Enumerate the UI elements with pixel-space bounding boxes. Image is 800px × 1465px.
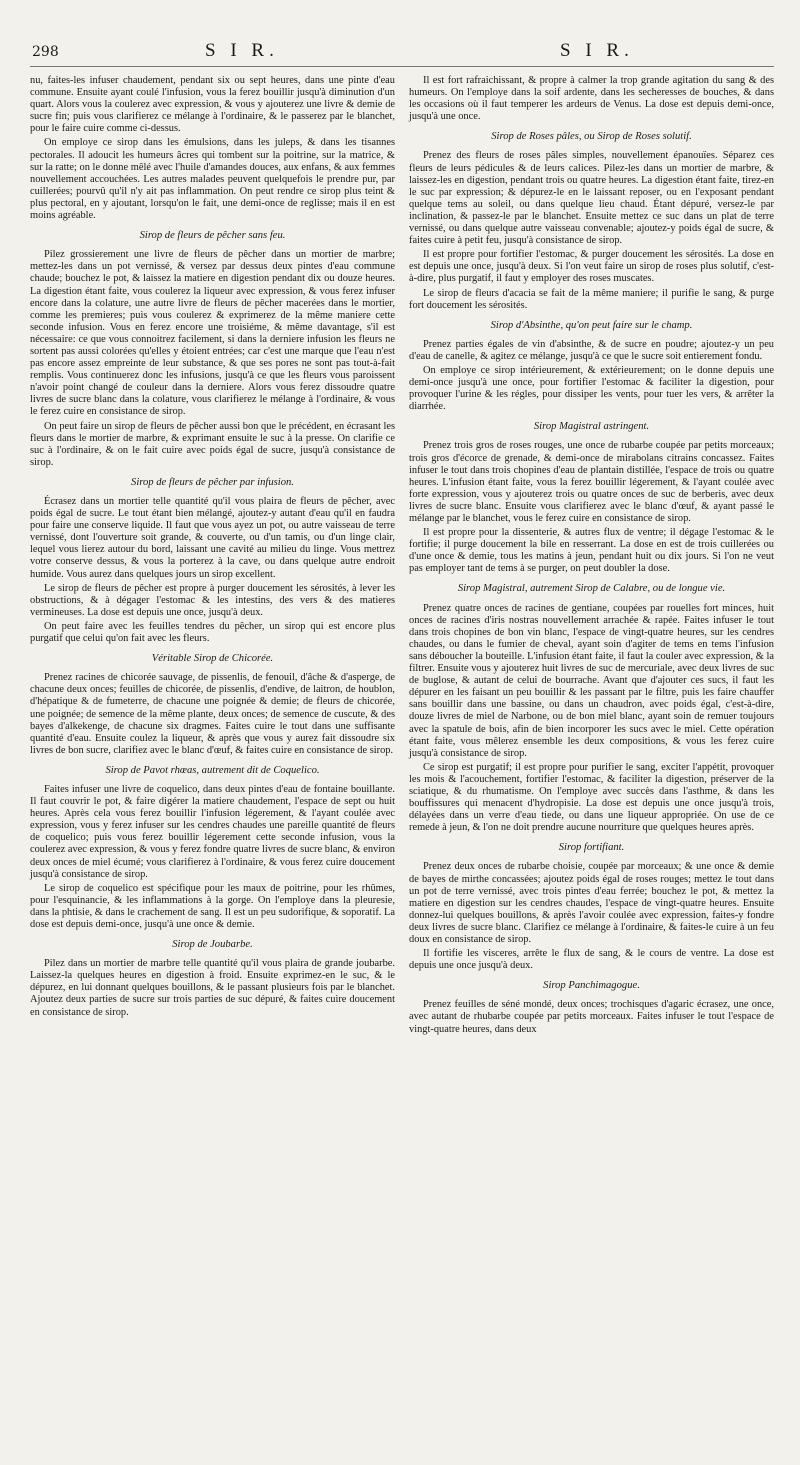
recipe-heading: Sirop Panchimagogue. (543, 980, 640, 992)
recipe-heading: Sirop Magistral, autrement Sirop de Calabre, ou de longue vie. (457, 583, 726, 595)
paragraph: nu, faites-les infuser chaudement, pendant six ou sept heures, dans une pinte d'eau commune. Ensuite ayant coulé l'infusion, vous la ferez bouillir jusqu'à diminution d'un quart. Alors vous la coulerez avec expression, & vous y ajouterez une livre & demie de sucre fin; puis vous clarifierez ce mélange à l'ordinaire, & le passerez par le blanchet, pour le faire cuire comme ci-dessus. (30, 75, 395, 135)
running-title-right: S I R. (560, 40, 634, 61)
paragraph: Prenez parties égales de vin d'absinthe, & de sucre en poudre; ajoutez-y un peu d'eau de canelle, & agitez ce mélange, jusqu'à ce que le sucre soit entierement fondu. (409, 338, 774, 362)
paragraph: Prenez des fleurs de roses pâles simples, nouvellement épanouïes. Séparez ces fleurs de leurs pédicules & de leurs calices. Pilez-les dans un mortier de marbre, & laissez-les en digestion, pendant trois ou quatre heures. La digestion étant faite, tirez-en le suc par expression; & dépurez-le en le laissant reposer, ou en l'exposant pendant quelque tems au soleil, ou dans quelque lieu chaud. Étant dépuré, versez-le par inclination, & passez-le par le blanchet. Ensuite mettez ce suc dans un plat de terre vernissé, ou dans quelque autre vaisseau convenable; ajoutez-y poids égal de sucre, & faites cuire à petit feu, jusqu'à consistance de sirop. (409, 150, 774, 247)
recipe-heading: Sirop de fleurs de pêcher par infusion. (131, 476, 294, 488)
paragraph: Prenez quatre onces de racines de gentiane, coupées par rouelles fort minces, huit onces de racines d'iris nostras nouvellement arrachée & rapée. Faites infuser le tout dans trois chopines de bon vin blanc, l'espace de vingt-quatre heures, sur les cendres chaudes, ou dans le fumier de cheval, ayant soin d'agiter de tems en tems l'infusion sans déboucher la bouteille. L'infusion étant faite, il faut la couler avec expression, & la filtrer. Ensuite vous y ajouterez huit livres de suc de mercuriale, avec deux livres de suc de buglose, & autant de celui de bourrache. Avant que d'ajouter ces sucs, il faut les dépurer en les faisant un peu bouillir & les passant par le filtre, puis les faire chauffer sans bouillir dans une bassine, ou dans un chaudron, avec poids égal, c'est-à-dire, douze livres de miel de Narbone, ou de bon miel blanc, ayant soin de remuer toujours avec la spatule de bois, afin de bien incorporer les sucs avec le miel. Cette opération étant faite, vous mêlerez ensemble les deux compositions, & vous les ferez cuire jusqu'à consistance de sirop. (409, 602, 774, 759)
paragraph: Pilez grossierement une livre de fleurs de pêcher dans un mortier de marbre; mettez-les dans un pot vernissé, & versez par dessus deux pintes d'eau commune chaude; bouchez le pot, & laissez la matiere en digestion pendant dix ou douze heures. La digestion étant faite, vous coulerez la liqueur avec expression, & vous ferez infuser encore dans la colature, une autre livre de fleurs de pêcher macerées dans le mortier, comme les premieres; puis vous coulerez & exprimerez de la même maniere cette seconde infusion. Vous en ferez encore une troisiéme, & même davantage, s'il est nécessaire: ce que vous connoitrez facilement, si dans la derniere infusion les fleurs ne sortent pas aussi colorées qu'elles y étoient entrées; car c'est une marque que l'eau n'est pas encore assez empreinte de leur substance, & que ses pores ne sont pas tout-à-fait remplis. Vous continuerez donc les infusions, jusqu'à ce que les fleurs vous paroissent n'avoir point changé de couleur dans la derniere. Alors vous ferez dissoudre quatre livres de sucre blanc dans la colature, vous clarifierez le mélange à l'ordinaire, & vous le ferez cuire en consistance de sirop. (30, 249, 395, 418)
running-header (30, 38, 774, 67)
paragraph: Prenez racines de chicorée sauvage, de pissenlis, de fenouil, d'âche & d'asperge, de chacune deux onces; feuilles de chicorée, de pissenlis, d'endive, de laitron, de houblon, d'hépatique & de fumeterre, de chacune une poignée & demie; de fleurs de chicorée, une poignée; de semence de la même plante, deux onces; de semence de cuscute, & des bayes d'alkekenge, de chacune six dragmes. Faites cuire le tout dans une suffisante quantité d'eau. Ensuite coulez la liqueur, & après que vous y aurez fait dissoudre six livres de bon sucre, clarifiez avec le blanc d'œuf, & faites cuire en consistance de sirop. (30, 672, 395, 756)
paragraph: Le sirop de fleurs de pêcher est propre à purger doucement les sérosités, à lever les obstructions, & à dégager l'estomac & les intestins, des vers & des matieres vermineuses. La dose est depuis une once, jusqu'à deux. (30, 582, 395, 618)
two-column-body (30, 75, 774, 1038)
paragraph: Le sirop de coquelico est spécifique pour les maux de poitrine, pour les rhûmes, pour l'esquinancie, & les inflammations à la gorge. On l'employe dans la pleuresie, dans la phtisie, & dans le crachement de sang. Il est un peu sudorifique, & soporatif. La dose est depuis demi-once, jusqu'à une once & demie. (30, 882, 395, 930)
right-column (409, 75, 774, 1038)
running-title-left: S I R. (205, 40, 279, 61)
recipe-heading: Sirop de Pavot rhœas, autrement dit de Coquelico. (105, 764, 320, 776)
paragraph: On peut faire avec les feuilles tendres du pêcher, un sirop qui est encore plus purgatif que celui qu'on fait avec les fleurs. (30, 620, 395, 645)
recipe-heading: Sirop fortifiant. (558, 842, 625, 854)
paragraph: Prenez deux onces de rubarbe choisie, coupée par morceaux; & une once & demie de bayes de mirthe concassées; ajoutez poids égal de roses rouges; mettez le tout dans un pot de terre vernissé, avec trois pintes d'eau ferrée; bouchez le pot, & mettez la matiere en digestion sur les cendres chaudes, l'espace de vingt-quatre heures. Ensuite donnez-lui quelques bouillons, & après l'avoir coulée avec expression, faites-y fondre deux livres de sucre blanc. Clarifiez ce mélange à l'ordinaire, & faites-le cuire à un feu doux en consistance de sirop. (409, 861, 774, 945)
paragraph: Il est propre pour la dissenterie, & autres flux de ventre; il dégage l'estomac & le fortifie; il purge doucement la bile en resserrant. La dose en est de trois cuillerées ou d'une once & demie, tous les matins à jeun, pendant huit ou dix jours. Si l'on ne veut pas employer tant de tems à se purger, on peut doubler la dose. (409, 527, 774, 575)
paragraph: On peut faire un sirop de fleurs de pêcher aussi bon que le précédent, en écrasant les fleurs dans le mortier de marbre, & exprimant ensuite le suc à la presse. On clarifie ce suc à l'ordinaire, & on le fait cuire avec poids égal de sucre, jusqu'à consistance de sirop. (30, 420, 395, 468)
paragraph: Pilez dans un mortier de marbre telle quantité qu'il vous plaira de grande joubarbe. Laissez-la quelques heures en digestion à froid. Ensuite exprimez-en le suc, & le dépurez, en lui donnant quelques bouillons, & le passant plusieurs fois par le blanchet. Ajoutez deux parties de sucre sur trois parties de suc dépuré, & faites cuire doucement en consistance de sirop. (30, 958, 395, 1018)
recipe-heading: Sirop Magistral astringent. (533, 421, 650, 433)
recipe-heading: Sirop de Joubarbe. (172, 939, 253, 951)
paragraph: Le sirop de fleurs d'acacia se fait de la même maniere; il purifie le sang, & purge fort doucement les sérosités. (409, 287, 774, 311)
paragraph: Il fortifie les visceres, arrête le flux de sang, & le cours de ventre. La dose est depuis une once jusqu'à deux. (409, 948, 774, 972)
left-column (30, 75, 395, 1038)
paragraph: On employe ce sirop dans les émulsions, dans les juleps, & dans les tisannes pectorales. Il adoucit les humeurs âcres qui tombent sur la poitrine, sur la matrice, & sur la ratte; on le donne mêlé avec l'huile d'amandes douces, aux enfans, & aux femmes nouvellement accouchées. Les autres malades peuvent quelquefois le prendre pur, par cuillerées; pourvû qu'il n'y ait pas inflammation. On peut rendre ce sirop plus teint & plus pectoral, en y ajoutant, lorsqu'on le fait, une demi-once de reglisse; mais il en est moins agréable. (30, 137, 395, 222)
paragraph: Prenez feuilles de séné mondé, deux onces; trochisques d'agaric écrasez, une once, avec autant de rhubarbe coupée par petits morceaux. Faites infuser le tout l'espace de vingt-quatre heures, dans deux (409, 999, 774, 1035)
paragraph: Ce sirop est purgatif; il est propre pour purifier le sang, exciter l'appétit, provoquer les mois & l'acouchement, fortifier l'estomac, & faciliter la digestion, préserver de la sciatique, & du rhumatisme. On l'employe avec succès dans l'asthme, & dans les bouffissures qui menacent d'hydropisie. La dose est depuis une once jusqu'à trois, délayées dans un verre d'eau tiede, ou dans une liqueur appropriée. On use de ce remede à jeun, & l'on ne doit prendre aucune nourriture que quelques heures après. (409, 761, 774, 834)
recipe-heading: Sirop de fleurs de pêcher sans feu. (139, 230, 286, 242)
recipe-heading: Sirop de Roses pâles, ou Sirop de Roses solutif. (491, 131, 692, 143)
page-number: 298 (32, 44, 59, 60)
paragraph: Écrasez dans un mortier telle quantité qu'il vous plaira de fleurs de pêcher, avec poids égal de sucre. Le tout étant bien mélangé, ajoutez-y autant d'eau qu'il en faudra pour faire une conserve liquide. Il faut que vous ayez un pot, ou autre vaisseau de terre vernissé, dont l'ouverture soit grande, & couverte, ou d'un tamis, ou d'un linge clair, lequel vous lierez autour du bord, laissant une cavité au milieu du linge. Vous mettrez votre conserve dessus, & vous la porterez à la cave, ou dans quelque autre endroit humide. Vous aurez dans quelques jours un sirop excellent. (30, 496, 395, 580)
paragraph: On employe ce sirop intérieurement, & extérieurement; on le donne depuis une demi-once jusqu'à une once, pour fortifier l'estomac & faciliter la digestion, pour provoquer l'urine & les régles, pour dissiper les vents, pour tuer les vers, & arrêter la diarrhée. (409, 364, 774, 413)
recipe-heading: Véritable Sirop de Chicorée. (151, 653, 274, 665)
paragraph: Il est fort rafraichissant, & propre à calmer la trop grande agitation du sang & des humeurs. On l'employe dans la soif ardente, dans les secheresses de bouches, & dans les occasions où il faut temperer les ardeurs de Venus. La dose est depuis demi-once, jusqu'à une once. (409, 75, 774, 123)
paragraph: Il est propre pour fortifier l'estomac, & purger doucement les sérosités. La dose en est depuis une once, jusqu'à deux. Si l'on veut faire un sirop de roses plus solutif, c'est-à-dire, plus purgatif, il faut y employer des roses muscates. (409, 249, 774, 285)
paragraph: Prenez trois gros de roses rouges, une once de rubarbe coupée par petits morceaux; trois gros d'écorce de grenade, & demi-once de mirabolans citrains concassez. Faites infuser le tout dans trois chopines d'eau de plantain distillée, l'espace de trois ou quatre heures. L'infusion étant faite, vous la ferez bouillir légerement, & l'ayant coulée avec forte expression, vous y ajouterez trois ou quatre onces de suc de berberis, avec deux livres de sucre blanc. Ensuite vous clarifierez avec le blanc d'œuf, & ayant passé le mélange par le blanchet, vous le ferez cuire en consistance de sirop. (409, 440, 774, 524)
recipe-heading: Sirop d'Absinthe, qu'on peut faire sur le champ. (490, 319, 693, 331)
paragraph: Faites infuser une livre de coquelico, dans deux pintes d'eau de fontaine bouillante. Il faut couvrir le pot, & faire digérer la matiere chaudement, l'espace de sept ou huit heures. Après cela vous ferez bouillir l'infusion légerement, & l'ayant coulée avec expression, vous y ferez infuser sur les cendres chaudes une pareille quantité de fleurs de coquelico; puis vous ferez bouillir légerement cette seconde infusion, vous la coulerez avec expression, & vous y ferez fondre quatre livres de sucre blanc, & environ deux onces de miel écumé; vous clarifierez à l'ordinaire, & vous ferez cuire doucement jusqu'à consistance de sirop. (30, 783, 395, 880)
